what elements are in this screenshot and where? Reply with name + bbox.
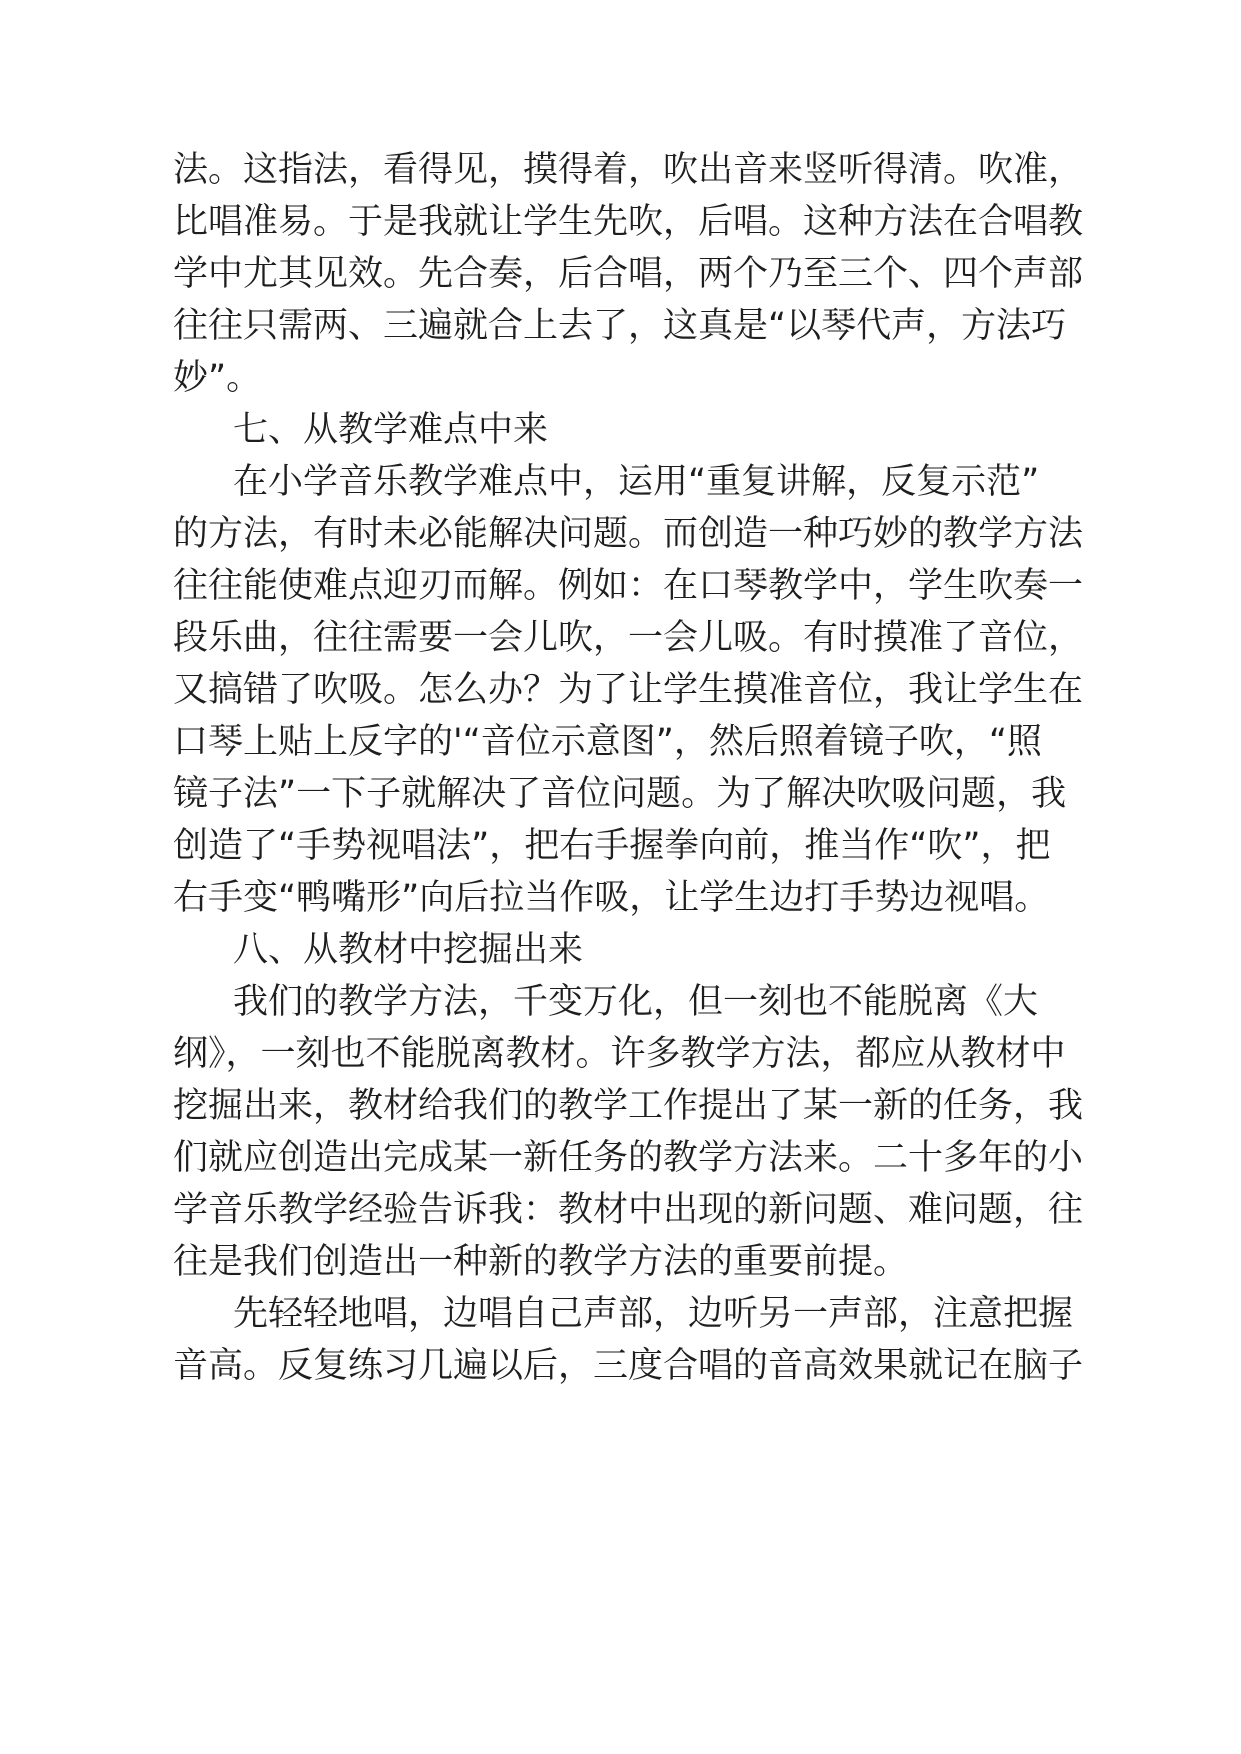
text-line: 学音乐教学经验告诉我：教材中出现的新问题、难问题，往 <box>173 1190 1084 1230</box>
text-line: 的方法，有时未必能解决问题。而创造一种巧妙的教学方法 <box>173 514 1084 554</box>
text-line: 口琴上贴上反字的'“音位示意图”，然后照着镜子吹，“照 <box>173 722 1043 762</box>
section-heading: 七、从教学难点中来 <box>233 410 549 450</box>
text-line: 纲》，一刻也不能脱离教材。许多教学方法，都应从教材中 <box>173 1034 1066 1074</box>
text-line: 镜子法”一下子就解决了音位问题。为了解决吹吸问题，我 <box>173 774 1067 814</box>
text-line: 们就应创造出完成某一新任务的教学方法来。二十多年的小 <box>173 1138 1084 1178</box>
text-line: 先轻轻地唱，边唱自己声部，边听另一声部，注意把握 <box>233 1294 1074 1334</box>
section-heading: 八、从教材中挖掘出来 <box>233 930 584 970</box>
text-line: 在小学音乐教学难点中，运用“重复讲解，反复示范” <box>233 462 1040 502</box>
text-line: 右手变“鸭嘴形”向后拉当作吸，让学生边打手势边视唱。 <box>173 878 1050 918</box>
text-line: 挖掘出来，教材给我们的教学工作提出了某一新的任务，我 <box>173 1086 1084 1126</box>
text-line: 往往能使难点迎刃而解。例如：在口琴教学中，学生吹奏一 <box>173 566 1084 606</box>
text-line: 我们的教学方法，千变万化，但一刻也不能脱离《大 <box>233 982 1039 1022</box>
text-line: 音高。反复练习几遍以后，三度合唱的音高效果就记在脑子 <box>173 1346 1084 1386</box>
text-line: 段乐曲，往往需要一会儿吹，一会儿吸。有时摸准了音位， <box>173 618 1084 658</box>
text-line: 又搞错了吹吸。怎么办？为了让学生摸准音位，我让学生在 <box>173 670 1084 710</box>
text-line: 创造了“手势视唱法”，把右手握拳向前，推当作“吹”，把 <box>173 826 1051 866</box>
text-line: 比唱准易。于是我就让学生先吹，后唱。这种方法在合唱教 <box>173 202 1084 242</box>
text-line: 学中尤其见效。先合奏，后合唱，两个乃至三个、四个声部 <box>173 254 1084 294</box>
text-line: 妙”。 <box>173 358 262 398</box>
text-line: 法。这指法，看得见，摸得着，吹出音来竖听得清。吹准， <box>173 150 1084 190</box>
text-line: 往是我们创造出一种新的教学方法的重要前提。 <box>173 1242 909 1282</box>
text-line: 往往只需两、三遍就合上去了，这真是“以琴代声，方法巧 <box>173 306 1067 346</box>
